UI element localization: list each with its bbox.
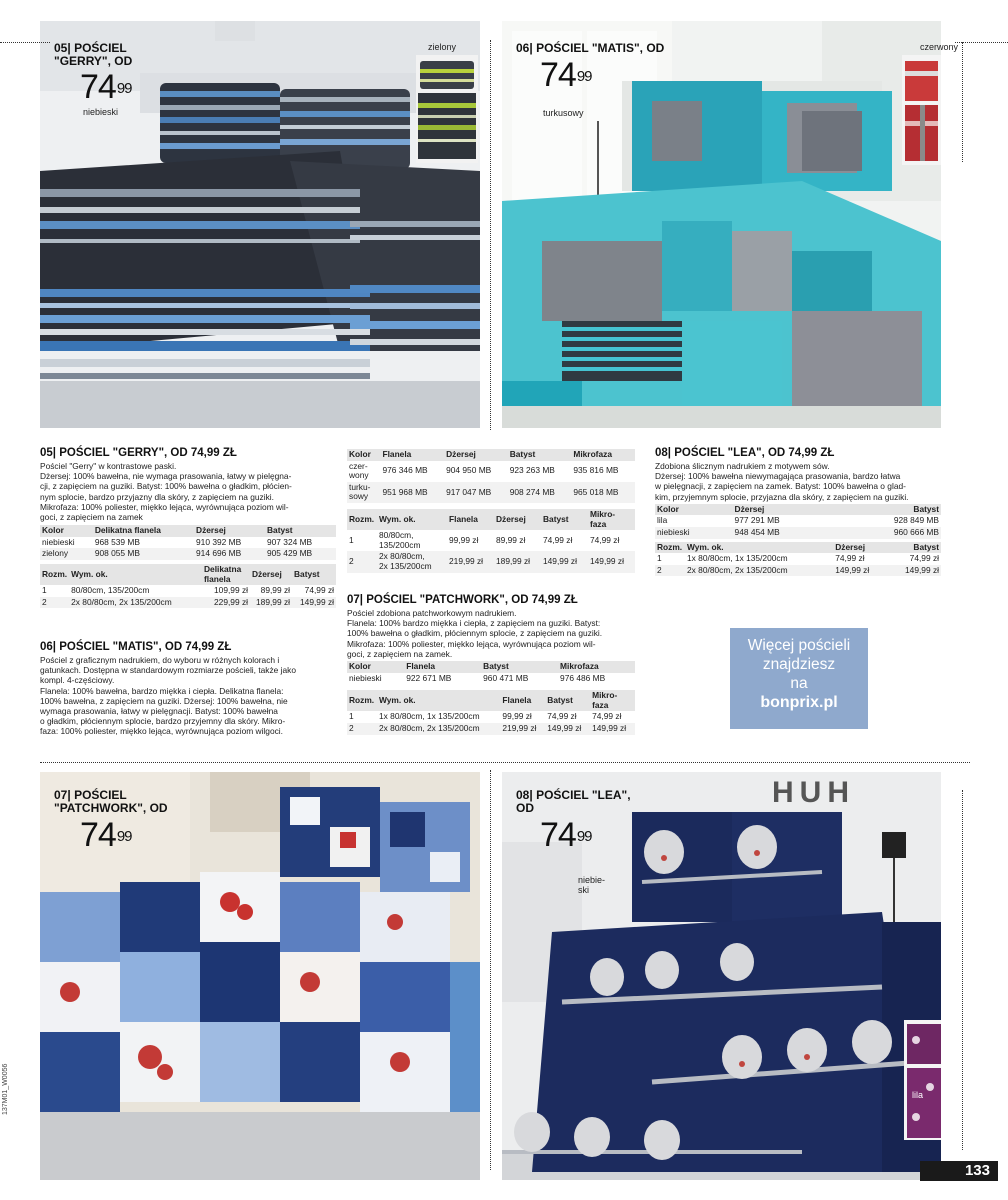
table-cell: 1 (349, 534, 354, 545)
table-header: Batyst (545, 690, 590, 711)
page-number: 133 (920, 1161, 998, 1181)
dotted-rule-bottom-middle (490, 770, 491, 1170)
table-row (40, 548, 336, 560)
gerry-photo-title: POŚCIEL "GERRY", OD (54, 41, 133, 68)
table-header: Kolor (40, 525, 93, 537)
table-cell: 914 696 MB (194, 548, 265, 560)
table-cell: 149,99 zł (545, 723, 590, 735)
matis-size-table (347, 509, 635, 573)
patchwork-line: 100% bawełna o gładkim, płóciennym splocie, z zapięciem na guziki. (347, 628, 603, 639)
table-cell: niebieski (349, 672, 382, 683)
table-cell: 968 539 MB (94, 536, 140, 547)
table-row (347, 723, 635, 735)
gerry-size-table (40, 564, 336, 608)
table-cell: 905 429 MB (265, 548, 336, 560)
matis-line: wymaga prasowania, łatwy w pielęgnacji. Batyst: 100% bawełna (40, 706, 278, 717)
table-cell: 99,99 zł (449, 534, 479, 545)
table-cell: 219,99 zł (447, 551, 494, 572)
gerry-color-alt-tag: zielony (428, 42, 457, 52)
table-cell: 80/80cm, 135/200cm (71, 585, 150, 596)
table-cell: czer- wony (349, 460, 369, 481)
table-row (347, 551, 635, 572)
table-header: Wym. ok. (69, 564, 202, 585)
table-cell: 1x 80/80cm, 1x 135/200cm (379, 711, 480, 722)
dotted-rule-right-bottom (962, 790, 963, 1150)
table-cell: 149,99 zł (541, 551, 588, 572)
table-header: Batyst (292, 564, 336, 585)
lea-photo-header: 08| POŚCIEL "LEA", OD (516, 788, 631, 815)
table-cell: 2x 80/80cm, 2x 135/200cm (377, 551, 447, 572)
matis-photo-price (540, 58, 592, 92)
table-cell: 922 671 MB (406, 672, 452, 683)
table-cell: 2 (347, 551, 377, 572)
patchwork-line: Mikrofaza: 100% poliester, miękko lejąca, wyrównująca poziom wil- (347, 638, 596, 649)
table-header: Flanela (447, 509, 494, 530)
table-row (347, 673, 635, 685)
table-cell: 960 666 MB (837, 527, 941, 539)
gerry-price-cents: 99 (116, 80, 132, 97)
table-cell: 1 (657, 553, 662, 564)
table-cell: 74,99 zł (589, 534, 620, 545)
gerry-line: cji, z zapięciem na guziki. Batyst: 100% bawełna o gładkim, płócien- (40, 481, 292, 492)
table-row (347, 711, 635, 723)
table-cell: 948 454 MB (733, 527, 837, 539)
promo-box[interactable] (730, 628, 868, 729)
table-cell: 229,99 zł (202, 597, 250, 609)
table-row (347, 530, 635, 551)
gerry-photo-price (80, 70, 132, 104)
table-row (655, 515, 941, 527)
table-cell: 2x 80/80cm, 2x 135/200cm (377, 723, 500, 735)
table-cell: 960 471 MB (483, 672, 529, 683)
lea-description-block (655, 447, 941, 576)
patchwork-price-main: 74 (80, 816, 116, 854)
table-header: Dżersej (494, 509, 541, 530)
gerry-description-block (40, 447, 336, 608)
table-cell: 965 018 MB (571, 482, 635, 503)
patchwork-price-cents: 99 (116, 828, 132, 845)
table-cell: 976 346 MB (382, 465, 428, 476)
table-cell: 908 274 MB (508, 482, 572, 503)
dotted-rule-right-top (962, 42, 963, 162)
matis-line: gatunkach. Dostępna w standardowym rozmiarze pościeli, także jako (40, 665, 297, 676)
matis-price-cents: 99 (576, 68, 592, 85)
table-header: Delikatna flanela (93, 525, 194, 537)
lea-photo-title: POŚCIEL "LEA", OD (516, 788, 631, 815)
patchwork-line: Flanela: 100% bardzo miękka i ciepła, z zapięciem na guziki. Batyst: (347, 618, 601, 629)
table-header: Mikrofaza (571, 449, 635, 461)
table-cell: 74,99 zł (304, 585, 334, 596)
matis-line: 100% bawełna, z zapięciem na guziki. Dżersej: 100% bawełna, nie (40, 695, 288, 706)
table-cell: 89,99 zł (496, 534, 526, 545)
table-cell: turku- sowy (347, 482, 380, 503)
patchwork-photo-number: 07 (54, 788, 68, 802)
table-cell: 219,99 zł (500, 723, 545, 735)
table-row (655, 553, 941, 565)
patchwork-line: goci, z zapięciem na zamek. (347, 648, 453, 659)
table-row (347, 482, 635, 503)
gerry-line: Dżersej: 100% bawełna, nie wymaga prasowania, łatwy w pielęgna- (40, 471, 292, 482)
table-header: Dżersej (733, 504, 837, 516)
table-row (655, 527, 941, 539)
patchwork-photo-price (80, 818, 132, 852)
table-header: Rozm. (40, 564, 69, 585)
table-row (40, 597, 336, 609)
matis-price-main: 74 (540, 56, 576, 94)
table-cell: 928 849 MB (893, 515, 939, 526)
promo-line-1: Więcej pościeli (747, 637, 851, 654)
table-row (347, 461, 635, 482)
table-header: Delikatna flanela (202, 564, 250, 585)
table-cell: 74,99 zł (542, 534, 573, 545)
table-cell: 149,99 zł (590, 723, 635, 735)
table-header: Dżersej (250, 564, 292, 585)
table-header: Batyst (265, 525, 336, 537)
lea-line: Zdobiona ślicznym nadrukiem z motywem sów. (655, 461, 830, 471)
lea-photo-number: 08 (516, 788, 530, 802)
lea-photo-price (540, 818, 592, 852)
gerry-photo-number: 05 (54, 41, 68, 55)
table-cell: 907 324 MB (266, 536, 313, 547)
matis-line: Pościel z graficznym nadrukiem, do wyboru w różnych kolorach i (40, 655, 280, 665)
table-header: Mikro- faza (588, 509, 635, 530)
table-header: Batyst (508, 449, 572, 461)
table-cell: 74,99 zł (909, 553, 939, 564)
gerry-line: Pościel "Gerry" w kontrastowe paski. (40, 461, 177, 471)
table-cell: 977 291 MB (734, 515, 780, 526)
table-cell: 904 950 MB (446, 465, 492, 476)
matis-color-main-tag: turkusowy (543, 108, 584, 118)
lea-color-main-tag: niebie- ski (578, 875, 606, 895)
table-cell: lila (657, 515, 668, 526)
table-cell: 1x 80/80cm, 1x 135/200cm (687, 553, 788, 564)
table-header: Kolor (347, 661, 404, 673)
table-header: Kolor (347, 449, 380, 461)
lea-line: Dżersej: 100% bawełna niewymagająca prasowania, bardzo łatwa (655, 471, 901, 482)
gerry-price-main: 74 (80, 68, 116, 106)
lea-color-table (655, 504, 941, 539)
matis-tables-block (347, 449, 635, 573)
table-header: Mikrofaza (558, 661, 635, 673)
table-cell: niebieski (42, 536, 75, 547)
promo-site-link[interactable]: bonprix.pl (760, 694, 838, 711)
table-cell: 109,99 zł (214, 585, 248, 596)
patchwork-photo-header: 07| POŚCIEL "PATCHWORK", OD (54, 788, 168, 815)
dotted-rule-middle (40, 762, 970, 763)
gerry-color-table (40, 525, 336, 560)
gerry-photo-header: 05| POŚCIEL "GERRY", OD (54, 41, 133, 68)
patchwork-title: 07| POŚCIEL "PATCHWORK", OD 74,99 ZŁ (347, 594, 578, 606)
matis-photo-header: 06| POŚCIEL "MATIS", OD (516, 41, 665, 55)
table-header: Flanela (380, 449, 444, 461)
table-cell: 74,99 zł (547, 711, 577, 722)
table-header: Rozm. (655, 542, 685, 554)
table-row (40, 537, 336, 549)
table-header: Flanela (500, 690, 545, 711)
table-cell: 189,99 zł (494, 551, 541, 572)
matis-line: o gładkim, płóciennym splocie, bardzo przyjemny dla skóry. Mikro- (40, 716, 286, 727)
matis-line: Flanela: 100% bawełna, bardzo miękka i ciepła. Delikatna flanela: (40, 685, 284, 696)
matis-photo-number: 06 (516, 41, 530, 55)
table-cell: 74,99 zł (835, 553, 865, 564)
lea-line: kim, przyjemnym splocie, przyjazna dla skóry, z zapięciem na guziki. (655, 491, 909, 502)
lea-line: w pielęgnacji, z zapięciem na zamek. Batyst: 100% bawełna o glad- (655, 481, 906, 492)
table-header: Batyst (541, 509, 588, 530)
lea-title: 08| POŚCIEL "LEA", OD 74,99 ZŁ (655, 447, 835, 459)
table-cell: niebieski (655, 527, 733, 539)
table-cell: 149,99 zł (833, 565, 887, 577)
table-row (40, 585, 336, 597)
patchwork-line: Pościel zdobiona patchworkowym nadrukiem. (347, 608, 517, 618)
dotted-rule-top-middle (490, 40, 491, 430)
table-cell: 80/80cm, 135/200cm (379, 530, 421, 550)
table-header: Batyst (887, 542, 941, 554)
table-cell: 2 (347, 723, 377, 735)
table-cell: 189,99 zł (250, 597, 292, 609)
table-cell: 149,99 zł (887, 565, 941, 577)
lea-price-main: 74 (540, 816, 576, 854)
matis-color-alt-tag: czerwony (920, 42, 959, 52)
svg-text:HUH: HUH (772, 776, 855, 809)
table-cell: 1 (349, 711, 354, 722)
table-header: Wym. ok. (377, 509, 447, 530)
patchwork-color-table (347, 661, 635, 684)
table-cell: 99,99 zł (502, 711, 532, 722)
table-cell: 910 392 MB (196, 536, 242, 547)
table-header: Wym. ok. (685, 542, 833, 554)
table-cell: 908 055 MB (93, 548, 194, 560)
table-cell: 74,99 zł (592, 711, 622, 722)
lea-color-alt-tag: lila (912, 1090, 924, 1100)
dotted-rule-top-left (0, 42, 50, 43)
table-cell: 2 (655, 565, 685, 577)
table-header: Kolor (655, 504, 733, 516)
table-cell: 2 (40, 597, 69, 609)
table-cell: 2x 80/80cm, 2x 135/200cm (685, 565, 833, 577)
table-header: Dżersej (444, 449, 508, 461)
side-catalog-code: 137M01_W0056 (2, 1063, 9, 1115)
table-cell: 917 047 MB (444, 482, 508, 503)
table-cell: 2x 80/80cm, 2x 135/200cm (69, 597, 202, 609)
table-cell: 951 968 MB (380, 482, 444, 503)
table-cell: 923 263 MB (509, 465, 555, 476)
patchwork-size-table (347, 690, 635, 734)
table-row (655, 565, 941, 577)
table-header: Batyst (837, 504, 941, 516)
table-header: Rozm. (347, 509, 377, 530)
promo-line-2: znajdziesz (762, 656, 836, 673)
promo-line-3: na (790, 675, 808, 692)
table-header: Wym. ok. (377, 690, 500, 711)
table-cell: 1 (42, 585, 47, 596)
matis-color-table (347, 449, 635, 503)
table-header: Flanela (404, 661, 481, 673)
table-cell: zielony (40, 548, 93, 560)
table-cell: 149,99 zł (292, 597, 336, 609)
table-cell: 89,99 zł (260, 585, 290, 596)
table-header: Batyst (481, 661, 558, 673)
gerry-line: Mikrofaza: 100% poliester, miękko lejąca, wyrównująca poziom wil- (40, 501, 289, 512)
gerry-color-main-tag: niebieski (83, 107, 119, 117)
matis-description-block (40, 641, 336, 737)
table-header: Dżersej (194, 525, 265, 537)
gerry-title: 05| POŚCIEL "GERRY", OD 74,99 ZŁ (40, 447, 237, 459)
table-header: Dżersej (833, 542, 887, 554)
patchwork-description-block (347, 594, 635, 735)
gerry-line: goci, z zapięciem na zamek (40, 512, 143, 523)
matis-line: kompl. 4-częściowy. (40, 675, 115, 686)
table-cell: 149,99 zł (588, 551, 635, 572)
table-cell: 976 486 MB (560, 672, 606, 683)
lea-size-table (655, 542, 941, 577)
table-cell: 935 816 MB (573, 465, 619, 476)
lea-price-cents: 99 (576, 828, 592, 845)
table-header: Mikro- faza (590, 690, 635, 711)
matis-line: faza: 100% poliester, miękko lejąca, wyrównująca poziom wilgoci. (40, 726, 283, 737)
patchwork-photo-title: POŚCIEL "PATCHWORK", OD (54, 788, 168, 815)
table-header: Rozm. (347, 690, 377, 711)
matis-title: 06| POŚCIEL "MATIS", OD 74,99 ZŁ (40, 641, 232, 653)
gerry-line: nym splocie, bardzo przyjazny dla skóry, z zapięciem na guziki. (40, 491, 274, 502)
matis-photo-title: POŚCIEL "MATIS", OD (536, 41, 665, 55)
